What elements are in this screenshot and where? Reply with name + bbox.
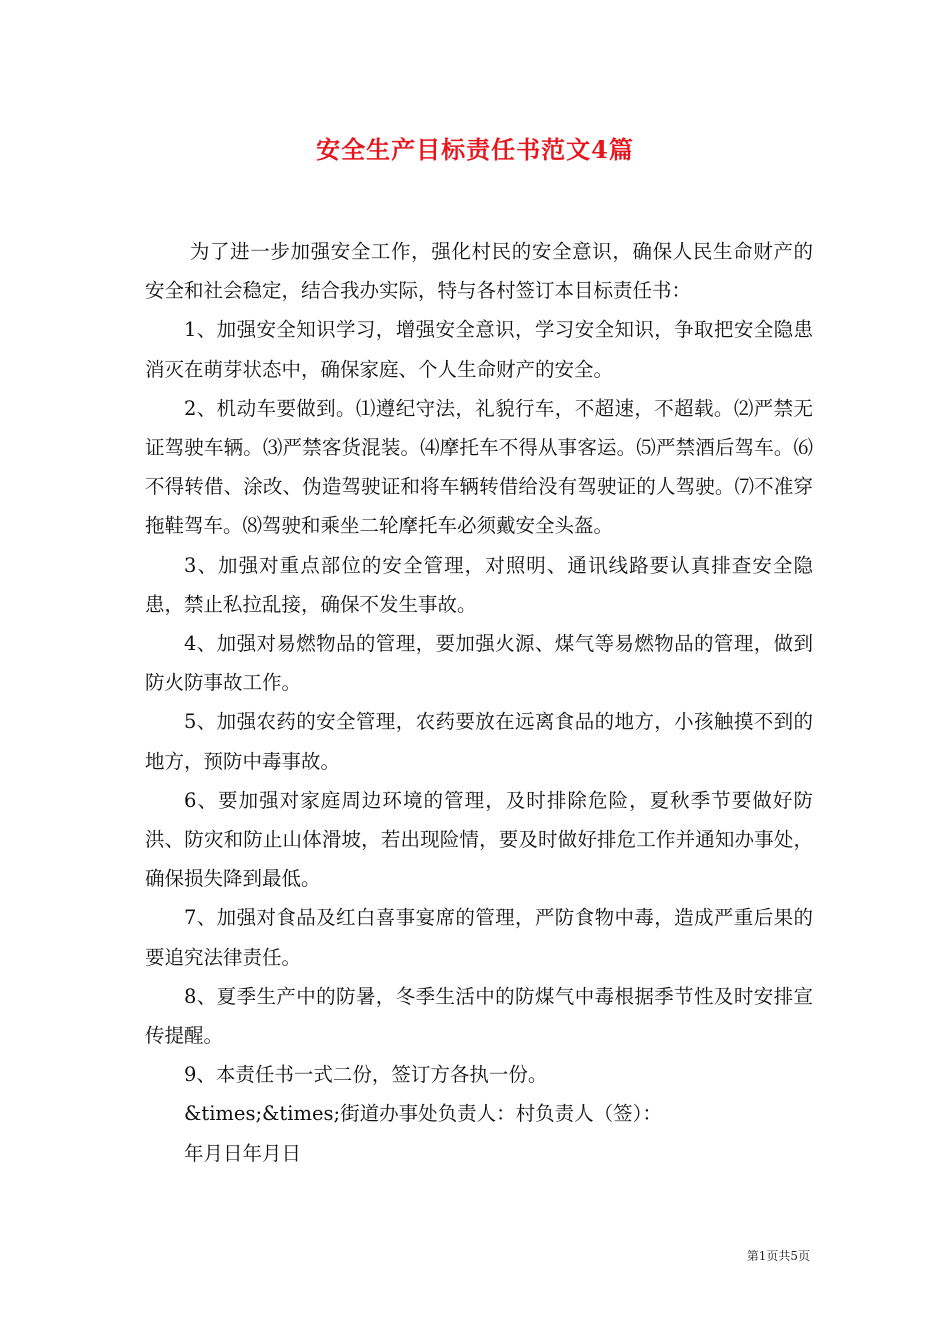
- clause-5: 5、加强农药的安全管理，农药要放在远离食品的地方，小孩触摸不到的地方，预防中毒事故。: [145, 710, 813, 773]
- clause-4: 4、加强对易燃物品的管理，要加强火源、煤气等易燃物品的管理，做到防火防事故工作。: [145, 632, 813, 695]
- clause-2: 2、机动车要做到。⑴遵纪守法，礼貌行车，不超速，不超载。⑵严禁无证驾驶车辆。⑶严禁客货混装。⑷摩托车不得从事客运。⑸严禁酒后驾车。⑹不得转借、涂改、伪造驾驶证和将车辆转借给没有驾驶证的人驾驶。⑺不准穿拖鞋驾车。⑻驾驶和乘坐二轮摩托车必须戴安全头盔。: [145, 396, 813, 538]
- document-body: [145, 232, 813, 1173]
- document-title: 安全生产目标责任书范文4篇: [316, 135, 634, 164]
- date-line: 年月日年月日: [184, 1141, 302, 1165]
- clause-6: 6、要加强对家庭周边环境的管理，及时排除危险，夏秋季节要做好防洪、防灾和防止山体滑坡，若出现险情，要及时做好排危工作并通知办事处，确保损失降到最低。: [145, 788, 813, 891]
- clause-7: 7、加强对食品及红白喜事宴席的管理，严防食物中毒，造成严重后果的要追究法律责任。: [145, 906, 813, 969]
- intro-paragraph: 为了进一步加强安全工作，强化村民的安全意识，确保人民生命财产的安全和社会稳定，结合我办实际，特与各村签订本目标责任书：: [145, 240, 813, 303]
- clause-1: 1、加强安全知识学习，增强安全意识，学习安全知识，争取把安全隐患消灭在萌芽状态中，确保家庭、个人生命财产的安全。: [145, 318, 813, 381]
- clause-8: 8、夏季生产中的防暑，冬季生活中的防煤气中毒根据季节性及时安排宣传提醒。: [145, 984, 813, 1048]
- clause-3: 3、加强对重点部位的安全管理，对照明、通讯线路要认真排查安全隐患，禁止私拉乱接，确保不发生事故。: [145, 553, 813, 616]
- page-number: 第1页共5页: [746, 1249, 810, 1263]
- signature-line: &times;&times;街道办事处负责人：村负责人（签）：: [184, 1102, 662, 1126]
- clause-9: 9、本责任书一式二份，签订方各执一份。: [184, 1063, 548, 1087]
